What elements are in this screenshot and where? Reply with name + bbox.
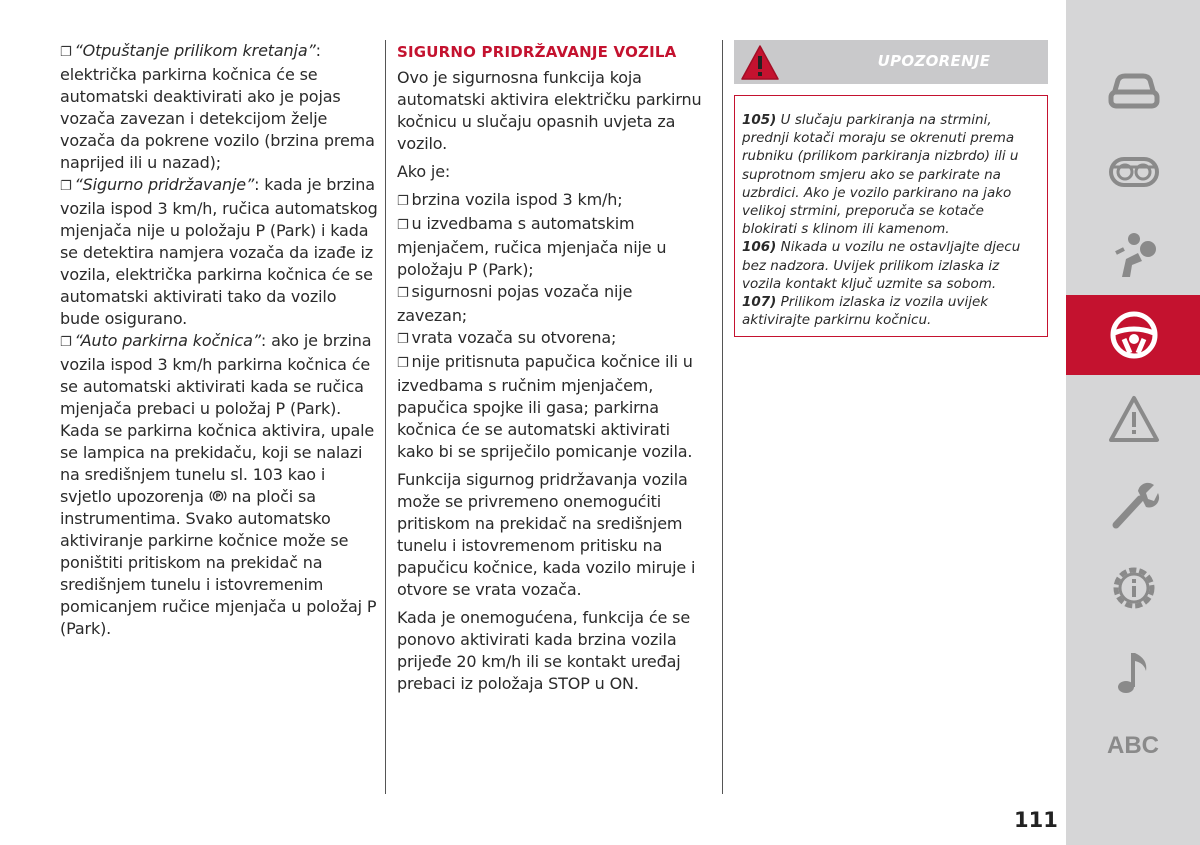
intro-paragraph: Ovo je sigurnosna funkcija koja automatski aktivira električku parkirnu kočnicu u slučaju opasnih uvjeta za vozilo. (397, 68, 702, 153)
item-text: : kada je brzina vozila ispod 3 km/h, ručica automatskog mjenjača nije u položaju P (Park) i kada se detektira namjera vozača da izađe iz vozila, električka parkirna kočnica će se automatski aktivirati tako da vozilo bude osigurano. (60, 175, 378, 328)
parking-brake-warning-icon (209, 487, 227, 506)
checkbox-bullet-icon: ❐ (60, 179, 72, 194)
page-number: 111 (1014, 808, 1058, 832)
item-label: “Otpuštanje prilikom kretanja” (74, 41, 316, 60)
chapter-sidebar (1066, 0, 1200, 845)
section-title: SIGURNO PRIDRŽAVANJE VOZILA (397, 43, 677, 61)
condition-item: ❐ u izvedbama s automatskim mjenjačem, ručica mjenjača nije u položaju P (Park); (397, 214, 667, 279)
checkbox-bullet-icon: ❐ (60, 45, 72, 60)
paragraph-disable: Funkcija sigurnog pridržavanja vozila može se privremeno onemogućiti pritiskom na prekidač na središnjem tunelu i istovremenom pritisku na papučicu kočnice, kada vozilo miruje i otvore se vrata vozača. (397, 470, 696, 599)
warning-title: UPOZORENJE (877, 52, 991, 70)
warning-text (742, 111, 1042, 329)
checkbox-bullet-icon: ❐ (397, 332, 409, 347)
checkbox-bullet-icon: ❐ (397, 286, 409, 301)
item-label: “Sigurno pridržavanje” (74, 175, 255, 194)
condition-item: ❐ sigurnosni pojas vozača nije zavezan; (397, 282, 633, 325)
note-text: Prilikom izlaska iz vozila uvijek aktivirajte parkirnu kočnicu. (742, 294, 989, 329)
text-column-2 (397, 40, 707, 695)
sidebar-item-technical-data[interactable] (1066, 548, 1200, 628)
paragraph-safe-hold (60, 174, 378, 330)
condition-item: ❐ brzina vozila ispod 3 km/h; (397, 190, 623, 209)
condition-item: ❐ nije pritisnuta papučica kočnice ili u izvedbama s ručnim mjenjačem, papučica spojke ili gasa; parkirna kočnica će se automatski aktivirati kako bi se spriječilo pomicanje vozila. (397, 352, 693, 461)
sidebar-item-maintenance[interactable] (1066, 463, 1200, 543)
item-text: : ako je brzina vozila ispod 3 km/h parkirna kočnica će se automatski aktivirati kada se ručica mjenjača prebaci u položaj P (Park). Kada se parkirna kočnica aktivira, upale se lampica na prekidaču, koji se nalazi na središnjem tunelu sl. 103 kao i svjetlo upozorenja (60, 331, 375, 506)
sidebar-item-driving[interactable] (1066, 295, 1200, 375)
note-number: 107) (742, 294, 777, 311)
sidebar-item-emergency[interactable] (1066, 380, 1200, 460)
note-number: 106) (742, 239, 777, 256)
checkbox-bullet-icon: ❐ (60, 335, 72, 350)
checkbox-bullet-icon: ❐ (397, 218, 409, 233)
checkbox-bullet-icon: ❐ (397, 194, 409, 209)
paragraph-release (60, 40, 378, 174)
warning-triangle-icon (740, 43, 780, 87)
note-text: Nikada u vozilu ne ostavljajte djecu bez nadzora. Uvijek prilikom izlaska iz vozila kontakt ključ uzmite sa sobom. (742, 239, 1021, 292)
warning-header (734, 40, 1048, 84)
item-label: “Auto parkirna kočnica” (74, 331, 261, 350)
sidebar-item-car[interactable] (1066, 48, 1200, 128)
checkbox-bullet-icon: ❐ (397, 356, 409, 371)
text-column-1 (60, 40, 378, 640)
item-text: na ploči sa instrumentima. Svako automatsko aktiviranje parkirne kočnice može se poništiti pritiskom na prekidač na središnjem tunelu i istovremenim pomicanjem ručice mjenjača u položaj P (Park). (60, 487, 377, 638)
paragraph-auto-park (60, 330, 378, 640)
sidebar-item-dashboard[interactable] (1066, 133, 1200, 213)
svg-text:P: P (215, 492, 221, 501)
column-divider (385, 40, 386, 794)
sidebar-item-safety[interactable] (1066, 215, 1200, 295)
sidebar-item-multimedia[interactable] (1066, 633, 1200, 713)
note-number: 105) (742, 112, 777, 128)
item-text: : električka parkirna kočnica će se automatski deaktivirati ako je pojas vozača zavezan i detekcijom želje vozača da pokrene vozilo (brzina prema naprijed ili u nazad); (60, 41, 375, 172)
if-label: Ako je: (397, 162, 451, 181)
sidebar-item-index[interactable]: ABC (1107, 732, 1159, 759)
condition-item: ❐ vrata vozača su otvorena; (397, 328, 617, 347)
note-text: U slučaju parkiranja na strmini, prednji kotači moraju se okrenuti prema rubniku (prilikom parkiranja nizbrdo) ili u suprotnom smjeru ako se parkirate na uzbrdici. Ako je vozilo parkirano na jako velikoj strmini, preporuča se kotače blokirati s klinom ili kamenom. (742, 112, 1019, 238)
column-divider (722, 40, 723, 794)
paragraph-reactivate: Kada je onemogućena, funkcija će se ponovo aktivirati kada brzina vozila prijeđe 20 km/h ili se kontakt uređaj prebaci iz položaja STOP u ON. (397, 608, 691, 693)
